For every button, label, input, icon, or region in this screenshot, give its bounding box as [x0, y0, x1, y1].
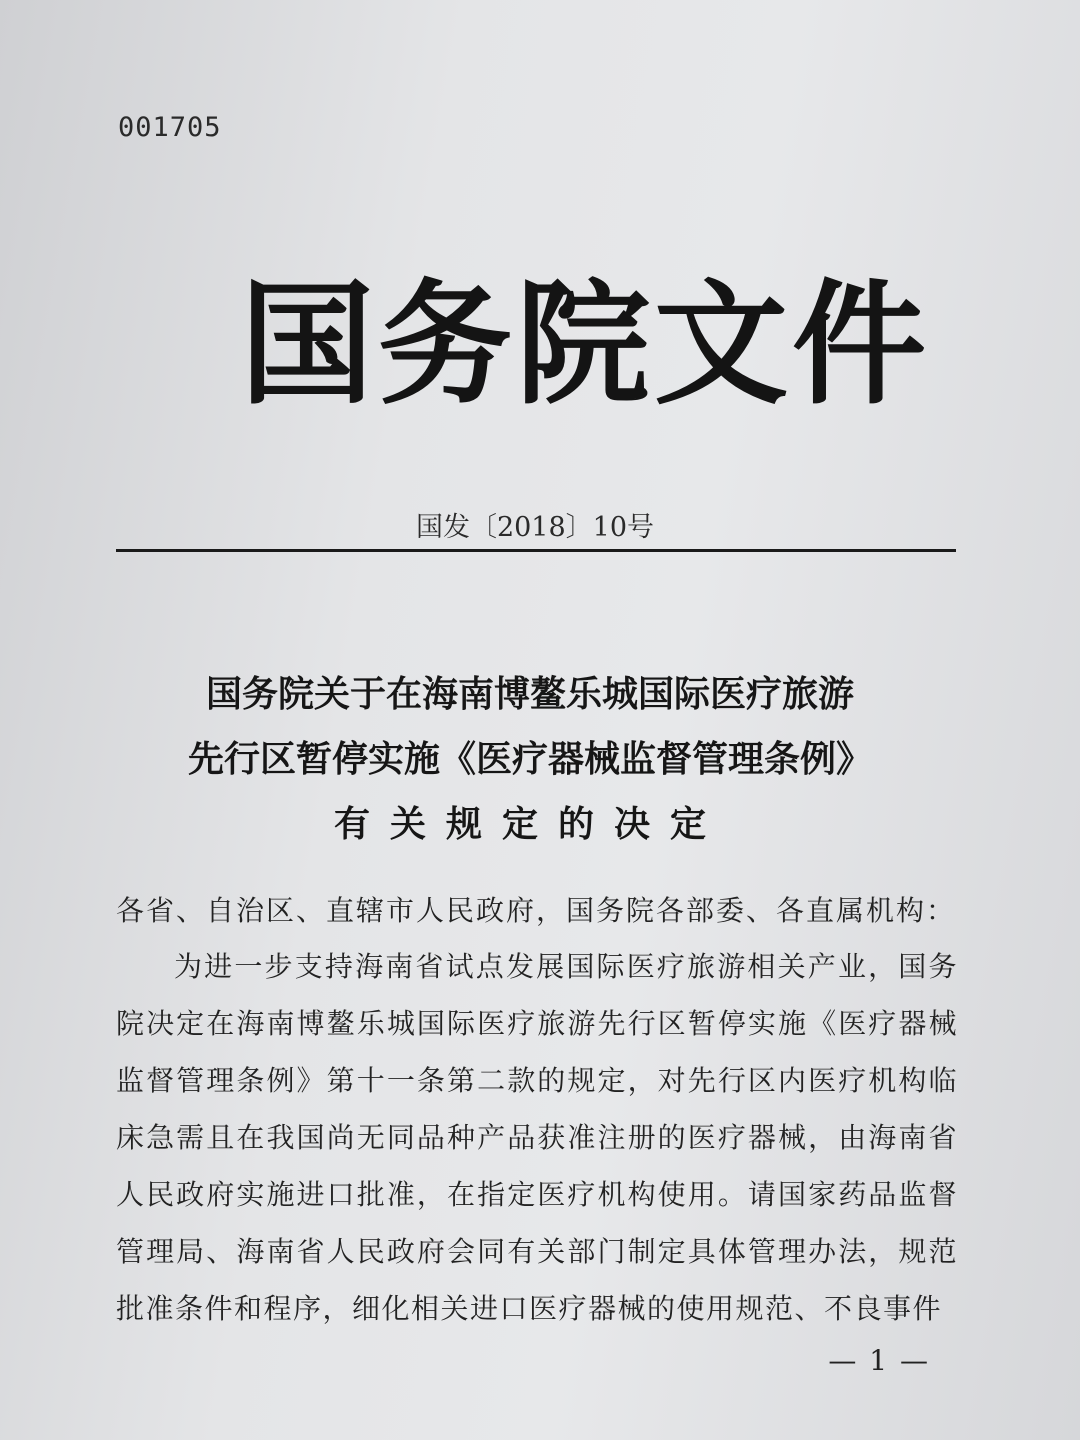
- page-number: — 1 —: [828, 1344, 930, 1377]
- document-code: 001705: [118, 112, 222, 143]
- body-paragraph: 为进一步支持海南省试点发展国际医疗旅游相关产业，国务院决定在海南博鳌乐城国际医疗旅游先行区暂停实施《医疗器械监督管理条例》第十一条第二款的规定，对先行区内医疗机构临床急需且在我国尚无同品种产品获准注册的医疗器械，由海南省人民政府实施进口批准，在指定医疗机构使用。请国家药品监督管理局、海南省人民政府会同有关部门制定具体管理办法，规范批准条件和程序，细化相关进口医疗器械的使用规范、不良事件: [116, 950, 958, 1325]
- salutation: 各省、自治区、直辖市人民政府，国务院各部委、各直属机构：: [116, 894, 957, 927]
- header-divider: [116, 549, 956, 552]
- title-line-3: 有关规定的决定: [333, 804, 726, 845]
- title-line-1: 国务院关于在海南博鳌乐城国际医疗旅游: [205, 674, 854, 715]
- masthead: 国务院文件: [240, 267, 931, 423]
- document-number: 国发〔2018〕10号: [415, 512, 655, 543]
- title-line-2: 先行区暂停实施《医疗器械监督管理条例》: [187, 739, 872, 780]
